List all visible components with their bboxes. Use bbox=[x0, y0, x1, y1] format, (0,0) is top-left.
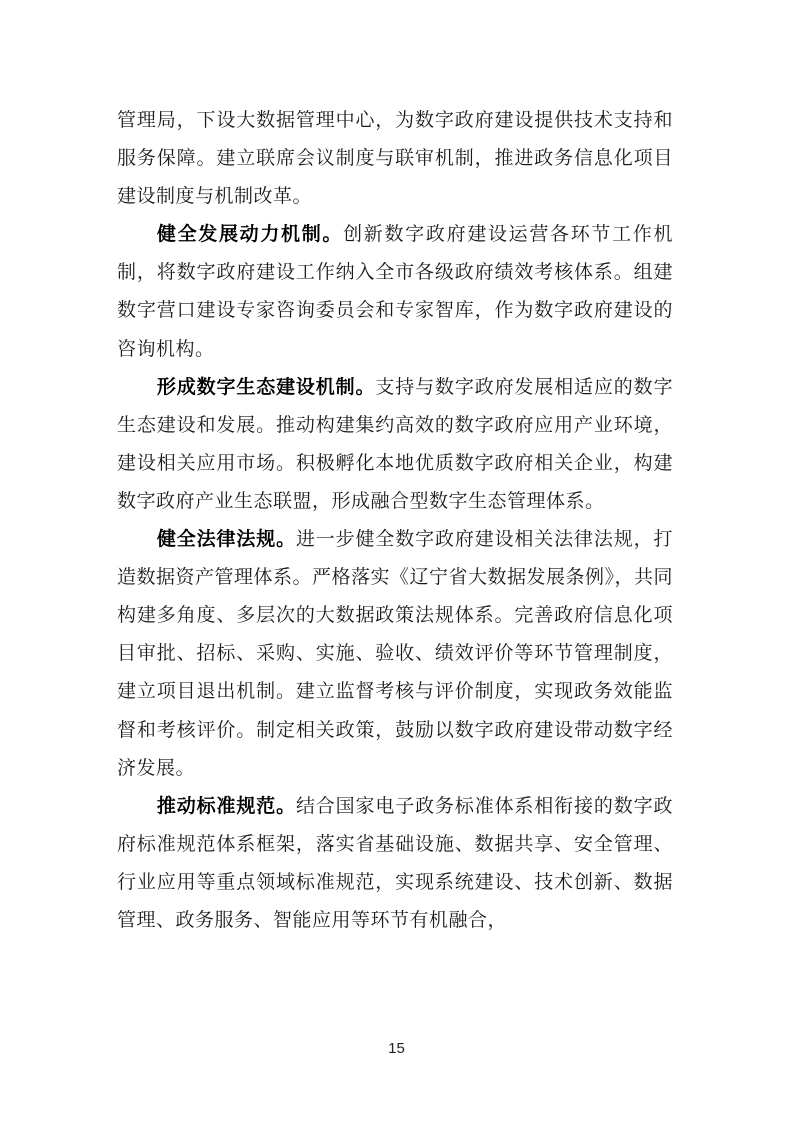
paragraph-text: 支持与数字政府发展相适应的数字生态建设和发展。推动构建集约高效的数字政府应用产业环境，建设相关应用市场。积极孵化本地优质数字政府相关企业，构建数字政府产业生态联盟，形成融合型数字生态管理体系。 bbox=[117, 375, 673, 512]
paragraph-text: 进一步健全数字政府建设相关法律法规，打造数据资产管理体系。严格落实《辽宁省大数据发展条例》，共同构建多角度、多层次的大数据政策法规体系。完善政府信息化项目审批、招标、采购、实施、验收、绩效评价等环节管理制度，建立项目退出机制。建立监督考核与评价制度，实现政务效能监督和考核评价。制定相关政策，鼓励以数字政府建设带动数字经济发展。 bbox=[117, 528, 674, 779]
paragraph-standards bbox=[117, 787, 673, 939]
page-number: 15 bbox=[388, 1040, 405, 1057]
paragraph-continuation bbox=[117, 101, 673, 215]
paragraph-heading: 形成数字生态建设机制。 bbox=[156, 375, 376, 398]
paragraph-text: 结合国家电子政务标准体系相衔接的数字政府标准规范体系框架，落实省基础设施、数据共享、安全管理、行业应用等重点领域标准规范，实现系统建设、技术创新、数据管理、政务服务、智能应用等环节有机融合， bbox=[117, 794, 673, 931]
paragraph-text: 创新数字政府建设运营各环节工作机制，将数字政府建设工作纳入全市各级政府绩效考核体系。组建数字营口建设专家咨询委员会和专家智库，作为数字政府建设的咨询机构。 bbox=[117, 223, 673, 360]
paragraph-heading: 推动标准规范。 bbox=[156, 794, 296, 817]
paragraph-digital-ecosystem bbox=[117, 368, 673, 520]
paragraph-development-mechanism bbox=[117, 215, 673, 367]
body-text bbox=[117, 101, 673, 939]
paragraph-laws-regulations bbox=[117, 520, 673, 787]
paragraph-heading: 健全法律法规。 bbox=[156, 528, 296, 551]
paragraph-text: 管理局，下设大数据管理中心，为数字政府建设提供技术支持和服务保障。建立联席会议制度与联审机制，推进政务信息化项目建设制度与机制改革。 bbox=[117, 109, 673, 208]
paragraph-heading: 健全发展动力机制。 bbox=[156, 223, 344, 246]
